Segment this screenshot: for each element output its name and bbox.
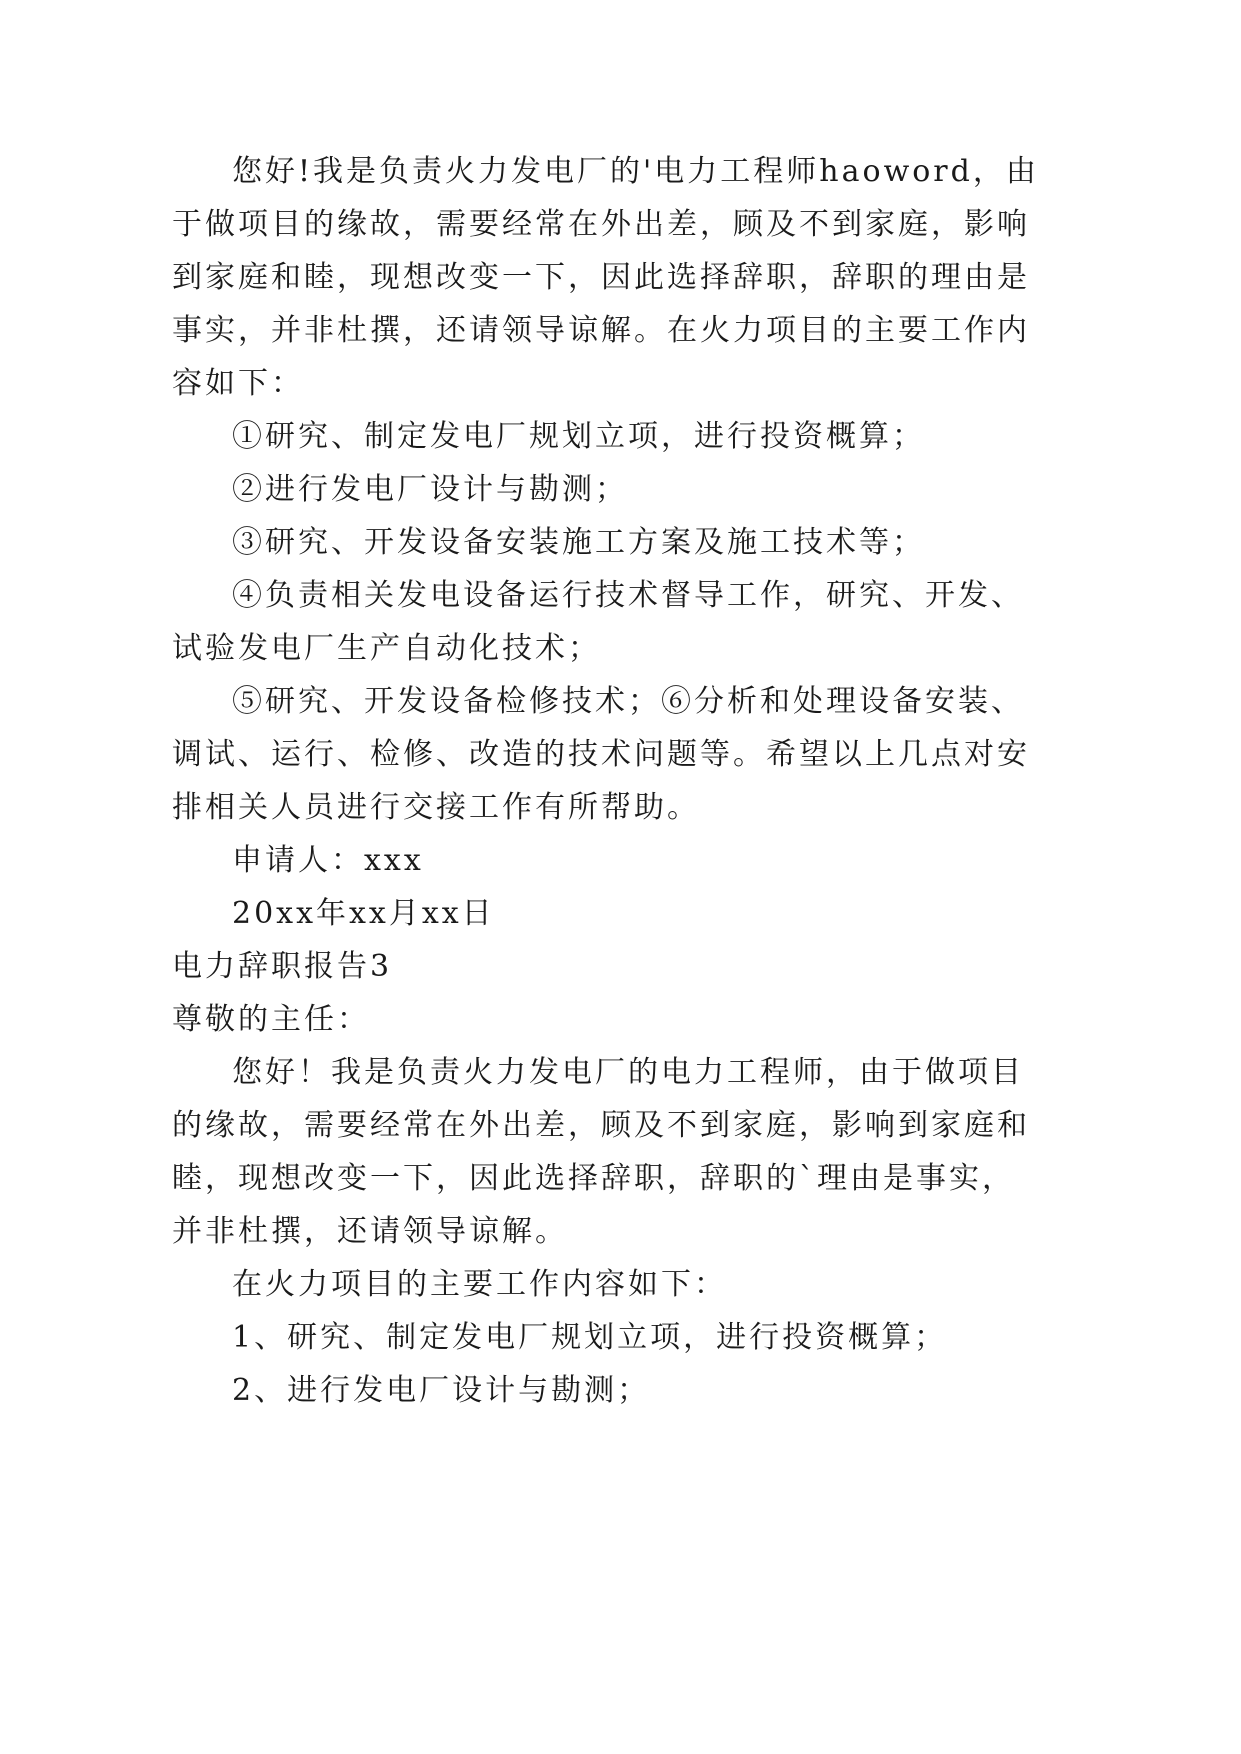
letter3-paragraph-line: 的缘故，需要经常在外出差，顾及不到家庭，影响到家庭和 xyxy=(172,1108,1030,1143)
letter1-list-item: ④负责相关发电设备运行技术督导工作，研究、开发、 xyxy=(232,578,1024,613)
letter1-paragraph-line: 事实，并非杜撰，还请领导谅解。在火力项目的主要工作内 xyxy=(172,313,1030,348)
letter1-list-item: ①研究、制定发电厂规划立项，进行投资概算； xyxy=(232,419,925,454)
letter1-list-item: ⑤研究、开发设备检修技术；⑥分析和处理设备安装、 xyxy=(232,684,1024,719)
letter1-list-item: ③研究、开发设备安装施工方案及施工技术等； xyxy=(232,525,925,560)
letter1-paragraph-line: 容如下： xyxy=(172,366,304,401)
letter1-list-item: 试验发电厂生产自动化技术； xyxy=(172,631,601,666)
letter1-paragraph-line: 于做项目的缘故，需要经常在外出差，顾及不到家庭，影响 xyxy=(172,207,1030,242)
letter3-intro: 在火力项目的主要工作内容如下： xyxy=(232,1267,727,1302)
letter3-paragraph-line: 睦，现想改变一下，因此选择辞职，辞职的`理由是事实， xyxy=(172,1161,1015,1196)
letter3-paragraph-line: 并非杜撰，还请领导谅解。 xyxy=(172,1214,568,1249)
letter1-paragraph-line: 您好!我是负责火力发电厂的'电力工程师haoword，由 xyxy=(232,154,1039,189)
letter1-paragraph-line: 到家庭和睦，现想改变一下，因此选择辞职，辞职的理由是 xyxy=(172,260,1030,295)
letter1-list-item: ②进行发电厂设计与勘测； xyxy=(232,472,628,507)
letter1-list-item: 调试、运行、检修、改造的技术问题等。希望以上几点对安 xyxy=(172,737,1030,772)
letter3-list-item: 2、进行发电厂设计与勘测； xyxy=(232,1373,651,1408)
letter1-list-item: 排相关人员进行交接工作有所帮助。 xyxy=(172,790,700,825)
letter3-paragraph-line: 您好！我是负责火力发电厂的电力工程师，由于做项目 xyxy=(232,1055,1024,1090)
date-line: 20xx年xx月xx日 xyxy=(232,896,495,931)
salutation: 尊敬的主任： xyxy=(172,1002,370,1037)
section-title: 电力辞职报告3 xyxy=(172,949,393,984)
letter3-list-item: 1、研究、制定发电厂规划立项，进行投资概算； xyxy=(232,1320,948,1355)
applicant-line: 申请人：xxx xyxy=(232,843,424,878)
